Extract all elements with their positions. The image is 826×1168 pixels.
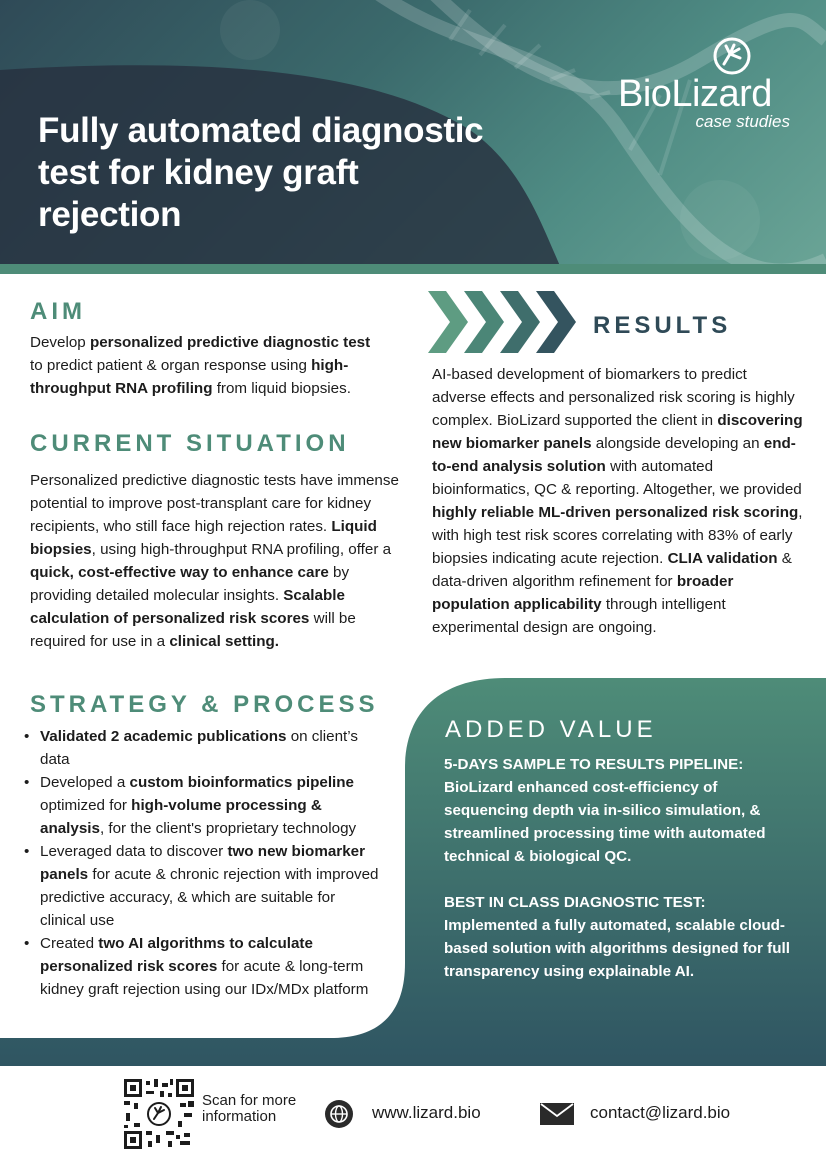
diagnostic-text: Implemented a fully automated, scalable cloud-based solution with algorithms designed for full transparency using explainable AI.: [444, 917, 790, 980]
strategy-item: • Created two AI algorithms to calculate personalized risk scores for acute & long-term kidney graft rejection using our IDx/MDx platform: [24, 932, 384, 1001]
lizard-hand-icon: [712, 36, 752, 76]
website-link[interactable]: www.lizard.bio: [372, 1103, 481, 1122]
pipeline-text: BioLizard enhanced cost-efficiency of sequencing depth via in-silico simulation, & streamlined processing time with automated technical & biological QC.: [444, 779, 766, 865]
current-situation-text: Personalized predictive diagnostic tests have immense potential to improve post-transplant care for kidney recipients, who still face high rejection rates. Liquid biopsies, using high-throughput RNA profiling, offer a quick, cost-effective way to enhance care by providing detailed molecular insights. Scalable calculation of personalized risk scores will be required for use in a clinical setting.: [30, 472, 399, 650]
qr-code-icon[interactable]: [124, 1079, 194, 1149]
added-value-heading: ADDED VALUE: [445, 716, 657, 743]
strategy-item: • Validated 2 academic publications on client’s data: [24, 725, 384, 771]
mail-icon: [540, 1103, 574, 1125]
header-divider: [0, 264, 826, 274]
scan-label: Scan for more information: [202, 1092, 297, 1125]
logo-wordmark: BioLizard: [618, 73, 772, 115]
chevrons-icon: [428, 291, 588, 353]
strategy-item: • Developed a custom bioinformatics pipeline optimized for high-volume processing & analysis, for the client's proprietary technology: [24, 771, 384, 840]
globe-icon: [325, 1100, 353, 1128]
aim-text: Develop personalized predictive diagnostic test to predict patient & organ response using high-throughput RNA profiling from liquid biopsies.: [30, 334, 371, 397]
diagnostic-heading: BEST IN CLASS DIAGNOSTIC TEST:: [444, 894, 706, 911]
results-heading: RESULTS: [593, 312, 732, 339]
aim-heading: AIM: [30, 298, 86, 325]
email-link[interactable]: contact@lizard.bio: [590, 1103, 731, 1122]
page-title: Fully automated diagnostic test for kidney graft rejection: [38, 111, 484, 234]
results-text: AI-based development of biomarkers to predict adverse effects and personalized risk scoring is highly complex. BioLizard supported the client in discovering new biomarker panels alongside developing an end-to-end analysis solution with automated bioinformatics, QC & reporting. Altogether, we provided highly reliable ML-driven personalized risk scoring, with high test risk scores correlating with 83% of early biopsies indicating acute rejection. CLIA validation & data-driven algorithm refinement for broader population applicability through intelligent experimental design are ongoing.: [432, 366, 803, 636]
pipeline-heading: 5-DAYS SAMPLE TO RESULTS PIPELINE:: [444, 756, 744, 773]
added-value-panel: [0, 678, 826, 1066]
strategy-heading: STRATEGY & PROCESS: [30, 691, 379, 718]
strategy-item: • Leveraged data to discover two new biomarker panels for acute & chronic rejection with improved predictive accuracy, & which are suitable for clinical use: [24, 840, 384, 932]
logo-subtitle: case studies: [695, 112, 790, 131]
current-situation-heading: CURRENT SITUATION: [30, 430, 350, 457]
biolizard-logo: [618, 36, 798, 136]
